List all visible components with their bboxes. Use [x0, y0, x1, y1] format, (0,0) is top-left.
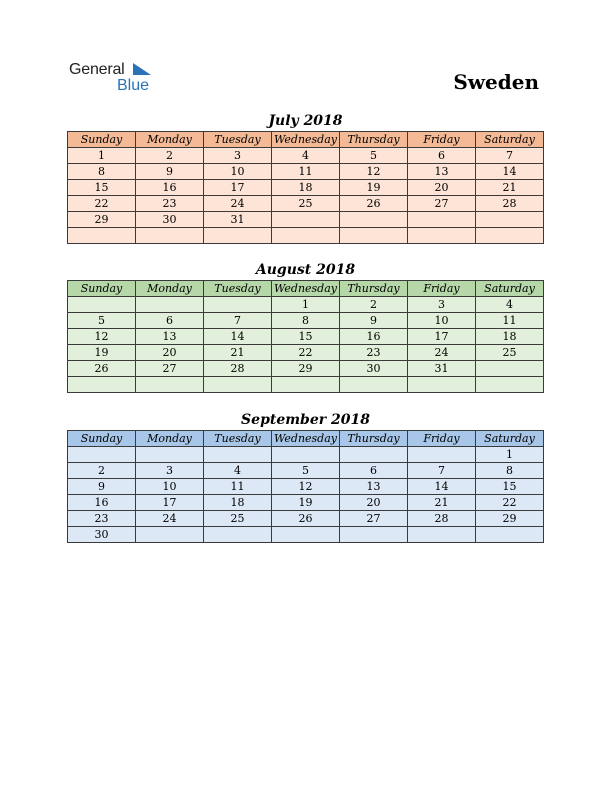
- month-title: September 2018: [241, 412, 370, 428]
- day-cell: 24: [408, 345, 476, 361]
- calendar-table: [67, 131, 544, 244]
- weekday-header-row: [68, 132, 544, 148]
- weekday-header: Monday: [136, 281, 204, 297]
- month-title: July 2018: [268, 113, 343, 129]
- day-cell: [136, 447, 204, 463]
- day-cell: 23: [136, 196, 204, 212]
- day-cell: [408, 527, 476, 543]
- day-cell: 9: [136, 164, 204, 180]
- day-cell: [272, 527, 340, 543]
- day-cell: 15: [68, 180, 136, 196]
- weekday-header-row: [68, 281, 544, 297]
- day-cell: 4: [272, 148, 340, 164]
- day-cell: 28: [204, 361, 272, 377]
- day-cell: [68, 377, 136, 393]
- day-cell: 11: [204, 479, 272, 495]
- day-cell: [272, 447, 340, 463]
- day-cell: 26: [272, 511, 340, 527]
- day-cell: 7: [476, 148, 544, 164]
- day-cell: [136, 228, 204, 244]
- weekday-header: Friday: [408, 431, 476, 447]
- day-cell: 15: [272, 329, 340, 345]
- day-cell: 28: [408, 511, 476, 527]
- weekday-header: Tuesday: [204, 281, 272, 297]
- day-cell: 10: [136, 479, 204, 495]
- day-cell: 12: [68, 329, 136, 345]
- day-cell: 17: [204, 180, 272, 196]
- day-cell: 21: [408, 495, 476, 511]
- day-cell: [340, 228, 408, 244]
- day-cell: 2: [136, 148, 204, 164]
- day-cell: 9: [68, 479, 136, 495]
- day-cell: 10: [204, 164, 272, 180]
- logo-text-general: General: [69, 61, 125, 78]
- logo-triangle-icon: [133, 63, 153, 77]
- day-cell: [204, 228, 272, 244]
- week-row: [68, 495, 544, 511]
- month-august: [67, 260, 544, 393]
- week-row: [68, 447, 544, 463]
- day-cell: 12: [272, 479, 340, 495]
- weekday-header: Sunday: [68, 431, 136, 447]
- day-cell: 10: [408, 313, 476, 329]
- week-row: [68, 479, 544, 495]
- weekday-header: Wednesday: [272, 281, 340, 297]
- week-row: [68, 527, 544, 543]
- logo: [69, 61, 169, 97]
- week-row: [68, 212, 544, 228]
- day-cell: 25: [476, 345, 544, 361]
- day-cell: 24: [204, 196, 272, 212]
- day-cell: 27: [408, 196, 476, 212]
- weekday-header-row: [68, 431, 544, 447]
- week-row: [68, 148, 544, 164]
- day-cell: [476, 228, 544, 244]
- day-cell: 5: [272, 463, 340, 479]
- weekday-header: Monday: [136, 132, 204, 148]
- day-cell: 1: [68, 148, 136, 164]
- day-cell: 13: [408, 164, 476, 180]
- month-july: [67, 111, 544, 244]
- day-cell: 1: [272, 297, 340, 313]
- day-cell: 30: [340, 361, 408, 377]
- day-cell: [272, 212, 340, 228]
- day-cell: [408, 377, 476, 393]
- day-cell: 9: [340, 313, 408, 329]
- weekday-header: Thursday: [340, 431, 408, 447]
- day-cell: [204, 377, 272, 393]
- day-cell: 5: [340, 148, 408, 164]
- day-cell: 18: [272, 180, 340, 196]
- weekday-header: Saturday: [476, 431, 544, 447]
- day-cell: 4: [476, 297, 544, 313]
- day-cell: 26: [340, 196, 408, 212]
- week-row: [68, 196, 544, 212]
- day-cell: 15: [476, 479, 544, 495]
- day-cell: [136, 377, 204, 393]
- day-cell: [476, 527, 544, 543]
- day-cell: [204, 527, 272, 543]
- week-row: [68, 377, 544, 393]
- day-cell: 20: [136, 345, 204, 361]
- day-cell: [340, 377, 408, 393]
- day-cell: 18: [204, 495, 272, 511]
- day-cell: [408, 212, 476, 228]
- day-cell: 31: [408, 361, 476, 377]
- day-cell: 27: [340, 511, 408, 527]
- day-cell: 27: [136, 361, 204, 377]
- day-cell: [476, 377, 544, 393]
- weekday-header: Wednesday: [272, 431, 340, 447]
- day-cell: 16: [340, 329, 408, 345]
- day-cell: 14: [408, 479, 476, 495]
- day-cell: 19: [340, 180, 408, 196]
- day-cell: 3: [204, 148, 272, 164]
- weekday-header: Monday: [136, 431, 204, 447]
- day-cell: [68, 228, 136, 244]
- day-cell: 3: [408, 297, 476, 313]
- day-cell: [408, 447, 476, 463]
- day-cell: 29: [272, 361, 340, 377]
- day-cell: 14: [204, 329, 272, 345]
- week-row: [68, 511, 544, 527]
- day-cell: [340, 527, 408, 543]
- day-cell: [476, 361, 544, 377]
- day-cell: 20: [408, 180, 476, 196]
- country-title: Sweden: [453, 70, 539, 94]
- day-cell: [340, 447, 408, 463]
- week-row: [68, 313, 544, 329]
- day-cell: [204, 447, 272, 463]
- day-cell: 16: [68, 495, 136, 511]
- day-cell: 21: [204, 345, 272, 361]
- day-cell: [136, 297, 204, 313]
- weekday-header: Thursday: [340, 132, 408, 148]
- day-cell: 18: [476, 329, 544, 345]
- day-cell: 23: [68, 511, 136, 527]
- day-cell: [136, 527, 204, 543]
- day-cell: 8: [476, 463, 544, 479]
- day-cell: 31: [204, 212, 272, 228]
- week-row: [68, 361, 544, 377]
- week-row: [68, 180, 544, 196]
- day-cell: 19: [272, 495, 340, 511]
- weekday-header: Tuesday: [204, 132, 272, 148]
- day-cell: 26: [68, 361, 136, 377]
- day-cell: 22: [68, 196, 136, 212]
- day-cell: [340, 212, 408, 228]
- day-cell: 25: [204, 511, 272, 527]
- day-cell: 8: [68, 164, 136, 180]
- day-cell: 29: [68, 212, 136, 228]
- month-september: [67, 410, 544, 543]
- weekday-header: Friday: [408, 132, 476, 148]
- week-row: [68, 463, 544, 479]
- day-cell: 23: [340, 345, 408, 361]
- day-cell: 14: [476, 164, 544, 180]
- day-cell: 25: [272, 196, 340, 212]
- day-cell: [68, 297, 136, 313]
- week-row: [68, 228, 544, 244]
- calendar-table: [67, 280, 544, 393]
- day-cell: [476, 212, 544, 228]
- weekday-header: Friday: [408, 281, 476, 297]
- day-cell: 28: [476, 196, 544, 212]
- day-cell: 3: [136, 463, 204, 479]
- day-cell: 7: [204, 313, 272, 329]
- day-cell: 1: [476, 447, 544, 463]
- week-row: [68, 345, 544, 361]
- week-row: [68, 164, 544, 180]
- day-cell: 22: [272, 345, 340, 361]
- weekday-header: Saturday: [476, 132, 544, 148]
- weekday-header: Tuesday: [204, 431, 272, 447]
- weekday-header: Sunday: [68, 281, 136, 297]
- day-cell: 11: [272, 164, 340, 180]
- day-cell: 2: [68, 463, 136, 479]
- day-cell: [68, 447, 136, 463]
- week-row: [68, 329, 544, 345]
- calendar-table: [67, 430, 544, 543]
- day-cell: 6: [408, 148, 476, 164]
- day-cell: 8: [272, 313, 340, 329]
- day-cell: [272, 377, 340, 393]
- logo-text-blue: Blue: [117, 77, 150, 94]
- day-cell: 29: [476, 511, 544, 527]
- day-cell: 30: [68, 527, 136, 543]
- week-row: [68, 297, 544, 313]
- weekday-header: Saturday: [476, 281, 544, 297]
- weekday-header: Thursday: [340, 281, 408, 297]
- month-title: August 2018: [255, 262, 356, 278]
- day-cell: 21: [476, 180, 544, 196]
- day-cell: 17: [136, 495, 204, 511]
- day-cell: 4: [204, 463, 272, 479]
- day-cell: [204, 297, 272, 313]
- day-cell: 19: [68, 345, 136, 361]
- day-cell: 20: [340, 495, 408, 511]
- day-cell: 13: [340, 479, 408, 495]
- day-cell: 16: [136, 180, 204, 196]
- weekday-header: Wednesday: [272, 132, 340, 148]
- day-cell: 2: [340, 297, 408, 313]
- day-cell: 17: [408, 329, 476, 345]
- day-cell: 6: [136, 313, 204, 329]
- day-cell: 7: [408, 463, 476, 479]
- day-cell: 12: [340, 164, 408, 180]
- day-cell: 6: [340, 463, 408, 479]
- weekday-header: Sunday: [68, 132, 136, 148]
- day-cell: 13: [136, 329, 204, 345]
- day-cell: [408, 228, 476, 244]
- day-cell: 22: [476, 495, 544, 511]
- day-cell: 30: [136, 212, 204, 228]
- day-cell: 11: [476, 313, 544, 329]
- day-cell: [272, 228, 340, 244]
- day-cell: 24: [136, 511, 204, 527]
- day-cell: 5: [68, 313, 136, 329]
